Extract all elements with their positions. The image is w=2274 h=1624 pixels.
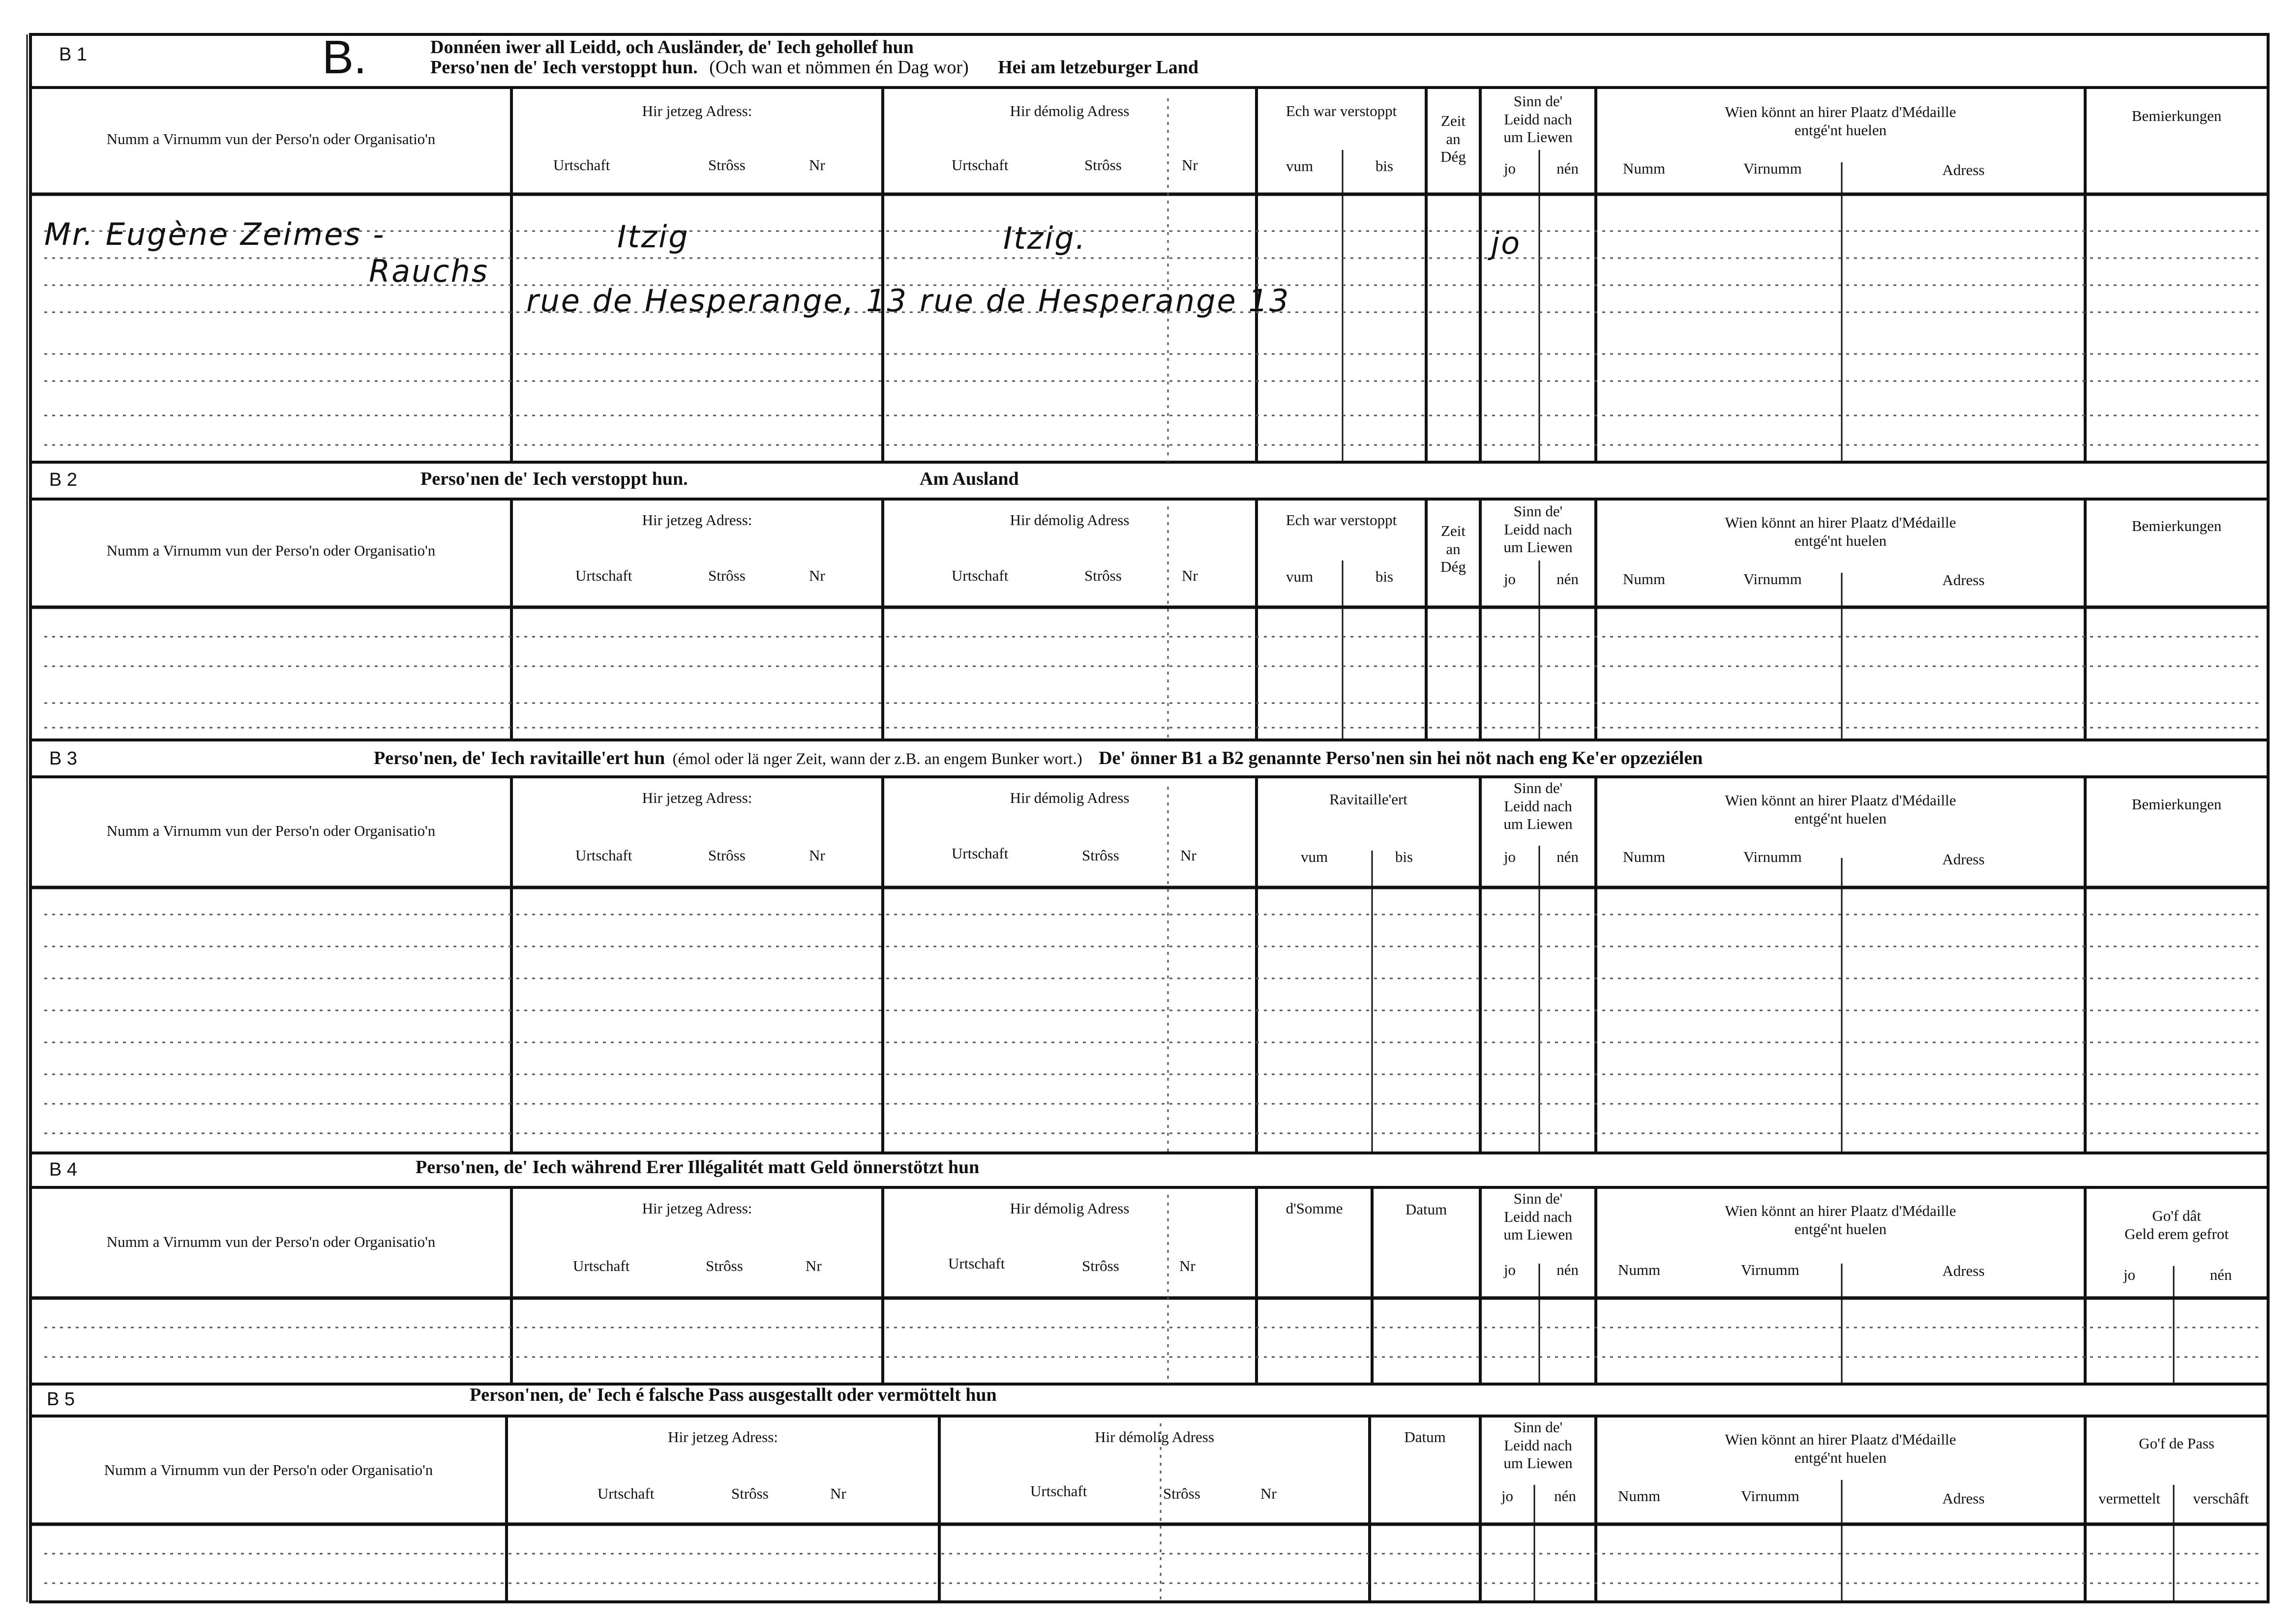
section-where-b2: Am Ausland: [920, 469, 1019, 489]
b4-header-last-name: Numm: [1618, 1261, 1661, 1278]
b3-header-current-street: Strôss: [708, 847, 746, 864]
section-title-b5: Person'nen, de' Iech é falsche Pass ausgestallt oder vermöttelt hun: [470, 1385, 997, 1405]
form-title-hidden: Perso'nen de' Iech verstoppt hun.: [430, 57, 698, 78]
b4-header-money-yes: jo: [2123, 1266, 2136, 1283]
b2-header-last-name: Numm: [1623, 570, 1666, 588]
section-code-b4: B 4: [49, 1159, 78, 1180]
header-survivors-l1: Sinn de': [1513, 92, 1563, 110]
b4-header-money-l1: Go'f dât: [2152, 1207, 2201, 1224]
b3-header-yes: jo: [1503, 848, 1516, 865]
header-medal: [1596, 103, 2085, 139]
section-note2-b3: De' önner B1 a B2 genannte Perso'nen sin hei nöt nach eng Ke'er opzeziélen: [1099, 748, 1703, 768]
b4-header-name: Numm a Virnumm vun der Perso'n oder Organisatio'n: [106, 1233, 436, 1250]
section-code-b5: B 5: [47, 1389, 75, 1410]
b3-header-no: nén: [1556, 848, 1579, 865]
b5-header-survivors-l3: um Liewen: [1503, 1454, 1573, 1472]
b2-header-hidden: Ech war verstoppt: [1286, 511, 1397, 529]
section-title-b3: [374, 747, 1703, 769]
b4-header-money: [2085, 1207, 2268, 1243]
b2-header-survivors-l1: Sinn de': [1513, 502, 1563, 520]
header-former-address: Hir démolig Adress: [1010, 102, 1130, 119]
b2-header-former-nr: Nr: [1182, 567, 1198, 584]
b3-header-survivors-l1: Sinn de': [1513, 779, 1563, 797]
b2-header-yes: jo: [1503, 570, 1516, 588]
section-title-b3-main: Perso'nen, de' Iech ravitaille'ert hun: [374, 748, 665, 768]
b5-header-former-place: Urtschaft: [1030, 1482, 1087, 1500]
b5-header-yes: jo: [1501, 1487, 1514, 1505]
b3-header-survivors-l3: um Liewen: [1503, 815, 1573, 833]
b2-header-current-place: Urtschaft: [575, 567, 632, 584]
b2-header-address: Adress: [1942, 571, 1985, 589]
b3-header-former-street: Strôss: [1082, 847, 1119, 864]
header-current-place: Urtschaft: [553, 156, 610, 174]
header-current-street: Strôss: [708, 156, 746, 174]
b5-header-passed-on: vermettelt: [2098, 1490, 2160, 1507]
b2-header-survivors-l3: um Liewen: [1503, 538, 1573, 556]
b3-header-former-nr: Nr: [1180, 847, 1197, 864]
b2-header-medal-l1: Wien könnt an hirer Plaatz d'Médaille: [1725, 514, 1956, 531]
b5-header-former-nr: Nr: [1260, 1485, 1277, 1502]
b4-header-no: nén: [1556, 1261, 1579, 1278]
b2-header-no: nén: [1556, 570, 1579, 588]
b2-header-current-street: Strôss: [708, 567, 746, 584]
header-hidden-from: vum: [1286, 157, 1314, 175]
b3-header-medal-l2: entgé'nt huelen: [1794, 809, 1887, 827]
b3-header-former-place: Urtschaft: [952, 845, 1009, 862]
form-title-note: (Och wan et nömmen én Dag wor): [709, 57, 969, 78]
b4-header-former-address: Hir démolig Adress: [1010, 1200, 1130, 1217]
header-current-address: Hir jetzeg Adress:: [642, 102, 752, 119]
b5-header-survivors: [1480, 1418, 1596, 1473]
b2-header-former-address: Hir démolig Adress: [1010, 511, 1130, 529]
header-no: nén: [1556, 160, 1579, 177]
b4-header-current-address: Hir jetzeg Adress:: [642, 1200, 752, 1217]
b4-header-money-no: nén: [2210, 1266, 2232, 1283]
b2-header-survivors: [1480, 502, 1596, 557]
b5-header-current-place: Urtschaft: [598, 1485, 655, 1502]
form-letter: B.: [322, 31, 367, 84]
b3-header-medal-l1: Wien könnt an hirer Plaatz d'Médaille: [1725, 792, 1956, 809]
section-code-b3: B 3: [49, 748, 78, 769]
b2-header-time-l3: Dég: [1440, 558, 1466, 576]
header-time-l3: Dég: [1440, 148, 1466, 166]
header-time: [1426, 112, 1480, 166]
b2-header-survivors-l2: Leidd nach: [1504, 520, 1572, 538]
b2-header-medal-l2: entgé'nt huelen: [1794, 531, 1887, 549]
entry-current-street: rue de Hesperange, 13: [526, 283, 908, 319]
b5-header-pass: Go'f de Pass: [2139, 1435, 2214, 1452]
b4-header-sum: d'Somme: [1286, 1200, 1343, 1217]
b2-header-until: bis: [1375, 568, 1394, 585]
header-hidden-until: bis: [1375, 157, 1394, 175]
b5-header-first-name: Virnumm: [1741, 1487, 1799, 1505]
b3-header-until: bis: [1395, 848, 1413, 865]
b2-header-former-place: Urtschaft: [952, 567, 1009, 584]
b5-header-procured: verschâft: [2193, 1490, 2249, 1507]
header-last-name: Numm: [1623, 160, 1666, 177]
b4-header-survivors-l2: Leidd nach: [1504, 1208, 1572, 1225]
b4-header-survivors-l1: Sinn de': [1513, 1190, 1563, 1207]
header-former-street: Strôss: [1084, 156, 1122, 174]
b3-header-former-address: Hir démolig Adress: [1010, 789, 1130, 806]
b3-header-last-name: Numm: [1623, 848, 1666, 865]
header-survivors: [1480, 92, 1596, 147]
entry-survived: jo: [1491, 225, 1522, 261]
b3-header-name: Numm a Virnumm vun der Perso'n oder Organisatio'n: [106, 822, 436, 839]
b5-header-no: nén: [1554, 1487, 1576, 1505]
header-former-place: Urtschaft: [952, 156, 1009, 174]
b5-header-former-street: Strôss: [1163, 1485, 1200, 1502]
entry-former-place: Itzig.: [1003, 220, 1087, 256]
header-name: Numm a Virnumm vun der Perso'n oder Organisatio'n: [106, 130, 436, 148]
entry-name-line2: Rauchs: [369, 253, 489, 289]
b4-header-address: Adress: [1942, 1262, 1985, 1279]
b5-header-former-address: Hir démolig Adress: [1095, 1428, 1214, 1446]
section-code-b2: B 2: [49, 470, 78, 490]
b5-header-last-name: Numm: [1618, 1487, 1661, 1505]
b3-header-address: Adress: [1942, 851, 1985, 868]
header-medal-l1: Wien könnt an hirer Plaatz d'Médaille: [1725, 103, 1956, 120]
form-title-line2: [430, 57, 1198, 78]
b4-header-medal-l2: entgé'nt huelen: [1794, 1220, 1887, 1238]
form-title-location: Hei am letzeburger Land: [998, 57, 1198, 78]
b3-header-remarks: Bemierkungen: [2131, 796, 2222, 813]
entry-current-place: Itzig: [617, 219, 689, 255]
b5-header-medal-l1: Wien könnt an hirer Plaatz d'Médaille: [1725, 1431, 1956, 1448]
header-medal-l2: entgé'nt huelen: [1794, 121, 1887, 139]
header-first-name: Virnumm: [1743, 160, 1802, 177]
b5-header-medal: [1596, 1431, 2085, 1467]
b4-header-current-place: Urtschaft: [573, 1257, 630, 1274]
b3-header-current-nr: Nr: [809, 847, 825, 864]
header-survivors-l2: Leidd nach: [1504, 110, 1572, 128]
b4-header-yes: jo: [1503, 1261, 1516, 1278]
b3-header-first-name: Virnumm: [1743, 848, 1802, 865]
b5-header-survivors-l2: Leidd nach: [1504, 1436, 1572, 1454]
b2-header-from: vum: [1286, 568, 1314, 585]
b2-header-name: Numm a Virnumm vun der Perso'n oder Organisatio'n: [106, 542, 436, 559]
b2-header-remarks: Bemierkungen: [2131, 517, 2222, 534]
header-survivors-l3: um Liewen: [1503, 128, 1573, 146]
b2-header-time-l2: an: [1446, 540, 1461, 558]
b5-header-name: Numm a Virnumm vun der Perso'n oder Organisatio'n: [104, 1461, 433, 1478]
b3-header-survivors-l2: Leidd nach: [1504, 797, 1572, 815]
b4-header-date: Datum: [1405, 1201, 1447, 1218]
b5-header-survivors-l1: Sinn de': [1513, 1418, 1563, 1436]
b4-header-survivors-l3: um Liewen: [1503, 1226, 1573, 1243]
b4-header-former-nr: Nr: [1179, 1257, 1196, 1274]
header-hidden: Ech war verstoppt: [1286, 102, 1397, 119]
section-title-b2: Perso'nen de' Iech verstoppt hun.: [420, 469, 688, 489]
header-time-l2: an: [1446, 130, 1461, 148]
b5-header-current-nr: Nr: [830, 1485, 846, 1502]
section-note-b3: (émol oder lä nger Zeit, wann der z.B. an engem Bunker wort.): [672, 750, 1082, 768]
b2-header-former-street: Strôss: [1084, 567, 1122, 584]
b4-header-former-street: Strôss: [1082, 1257, 1119, 1274]
entry-former-street: rue de Hesperange 13: [920, 283, 1290, 319]
header-yes: jo: [1503, 160, 1516, 177]
form-title-line1: Donnéen iwer all Leidd, och Ausländer, de' Iech gehollef hun: [430, 37, 914, 58]
b4-header-former-place: Urtschaft: [948, 1255, 1005, 1272]
b2-header-first-name: Virnumm: [1743, 570, 1802, 588]
b3-header-survivors: [1480, 779, 1596, 833]
header-current-nr: Nr: [809, 156, 825, 174]
b4-header-medal-l1: Wien könnt an hirer Plaatz d'Médaille: [1725, 1202, 1956, 1219]
b5-header-medal-l2: entgé'nt huelen: [1794, 1448, 1887, 1466]
b4-header-survivors: [1480, 1190, 1596, 1244]
b5-header-current-street: Strôss: [731, 1485, 769, 1502]
b5-header-date: Datum: [1404, 1428, 1446, 1446]
b3-header-supplied: Ravitaille'ert: [1329, 791, 1407, 808]
b5-header-current-address: Hir jetzeg Adress:: [668, 1428, 778, 1446]
b3-header-medal: [1596, 792, 2085, 827]
b3-header-from: vum: [1300, 848, 1328, 865]
b3-header-current-place: Urtschaft: [575, 847, 632, 864]
header-time-l1: Zeit: [1441, 112, 1466, 129]
section-code-b1: B 1: [59, 44, 88, 65]
b4-header-current-nr: Nr: [806, 1257, 822, 1274]
header-address: Adress: [1942, 161, 1985, 178]
section-title-b4: Perso'nen, de' Iech während Erer Illégalitét matt Geld önnerstötzt hun: [416, 1157, 980, 1178]
b4-header-current-street: Strôss: [706, 1257, 743, 1274]
header-former-nr: Nr: [1182, 156, 1198, 174]
b2-header-time-l1: Zeit: [1441, 522, 1466, 539]
b4-header-first-name: Virnumm: [1741, 1261, 1799, 1278]
b5-header-address: Adress: [1942, 1490, 1985, 1507]
entry-name-line1: Mr. Eugène Zeimes -: [44, 216, 386, 252]
b2-header-time: [1426, 522, 1480, 576]
b2-header-current-address: Hir jetzeg Adress:: [642, 511, 752, 529]
b2-header-current-nr: Nr: [809, 567, 825, 584]
b2-header-medal: [1596, 514, 2085, 550]
b4-header-medal: [1596, 1202, 2085, 1238]
b3-header-current-address: Hir jetzeg Adress:: [642, 789, 752, 806]
b4-header-money-l2: Geld erem gefrot: [2124, 1225, 2229, 1242]
header-remarks: Bemierkungen: [2131, 107, 2222, 124]
